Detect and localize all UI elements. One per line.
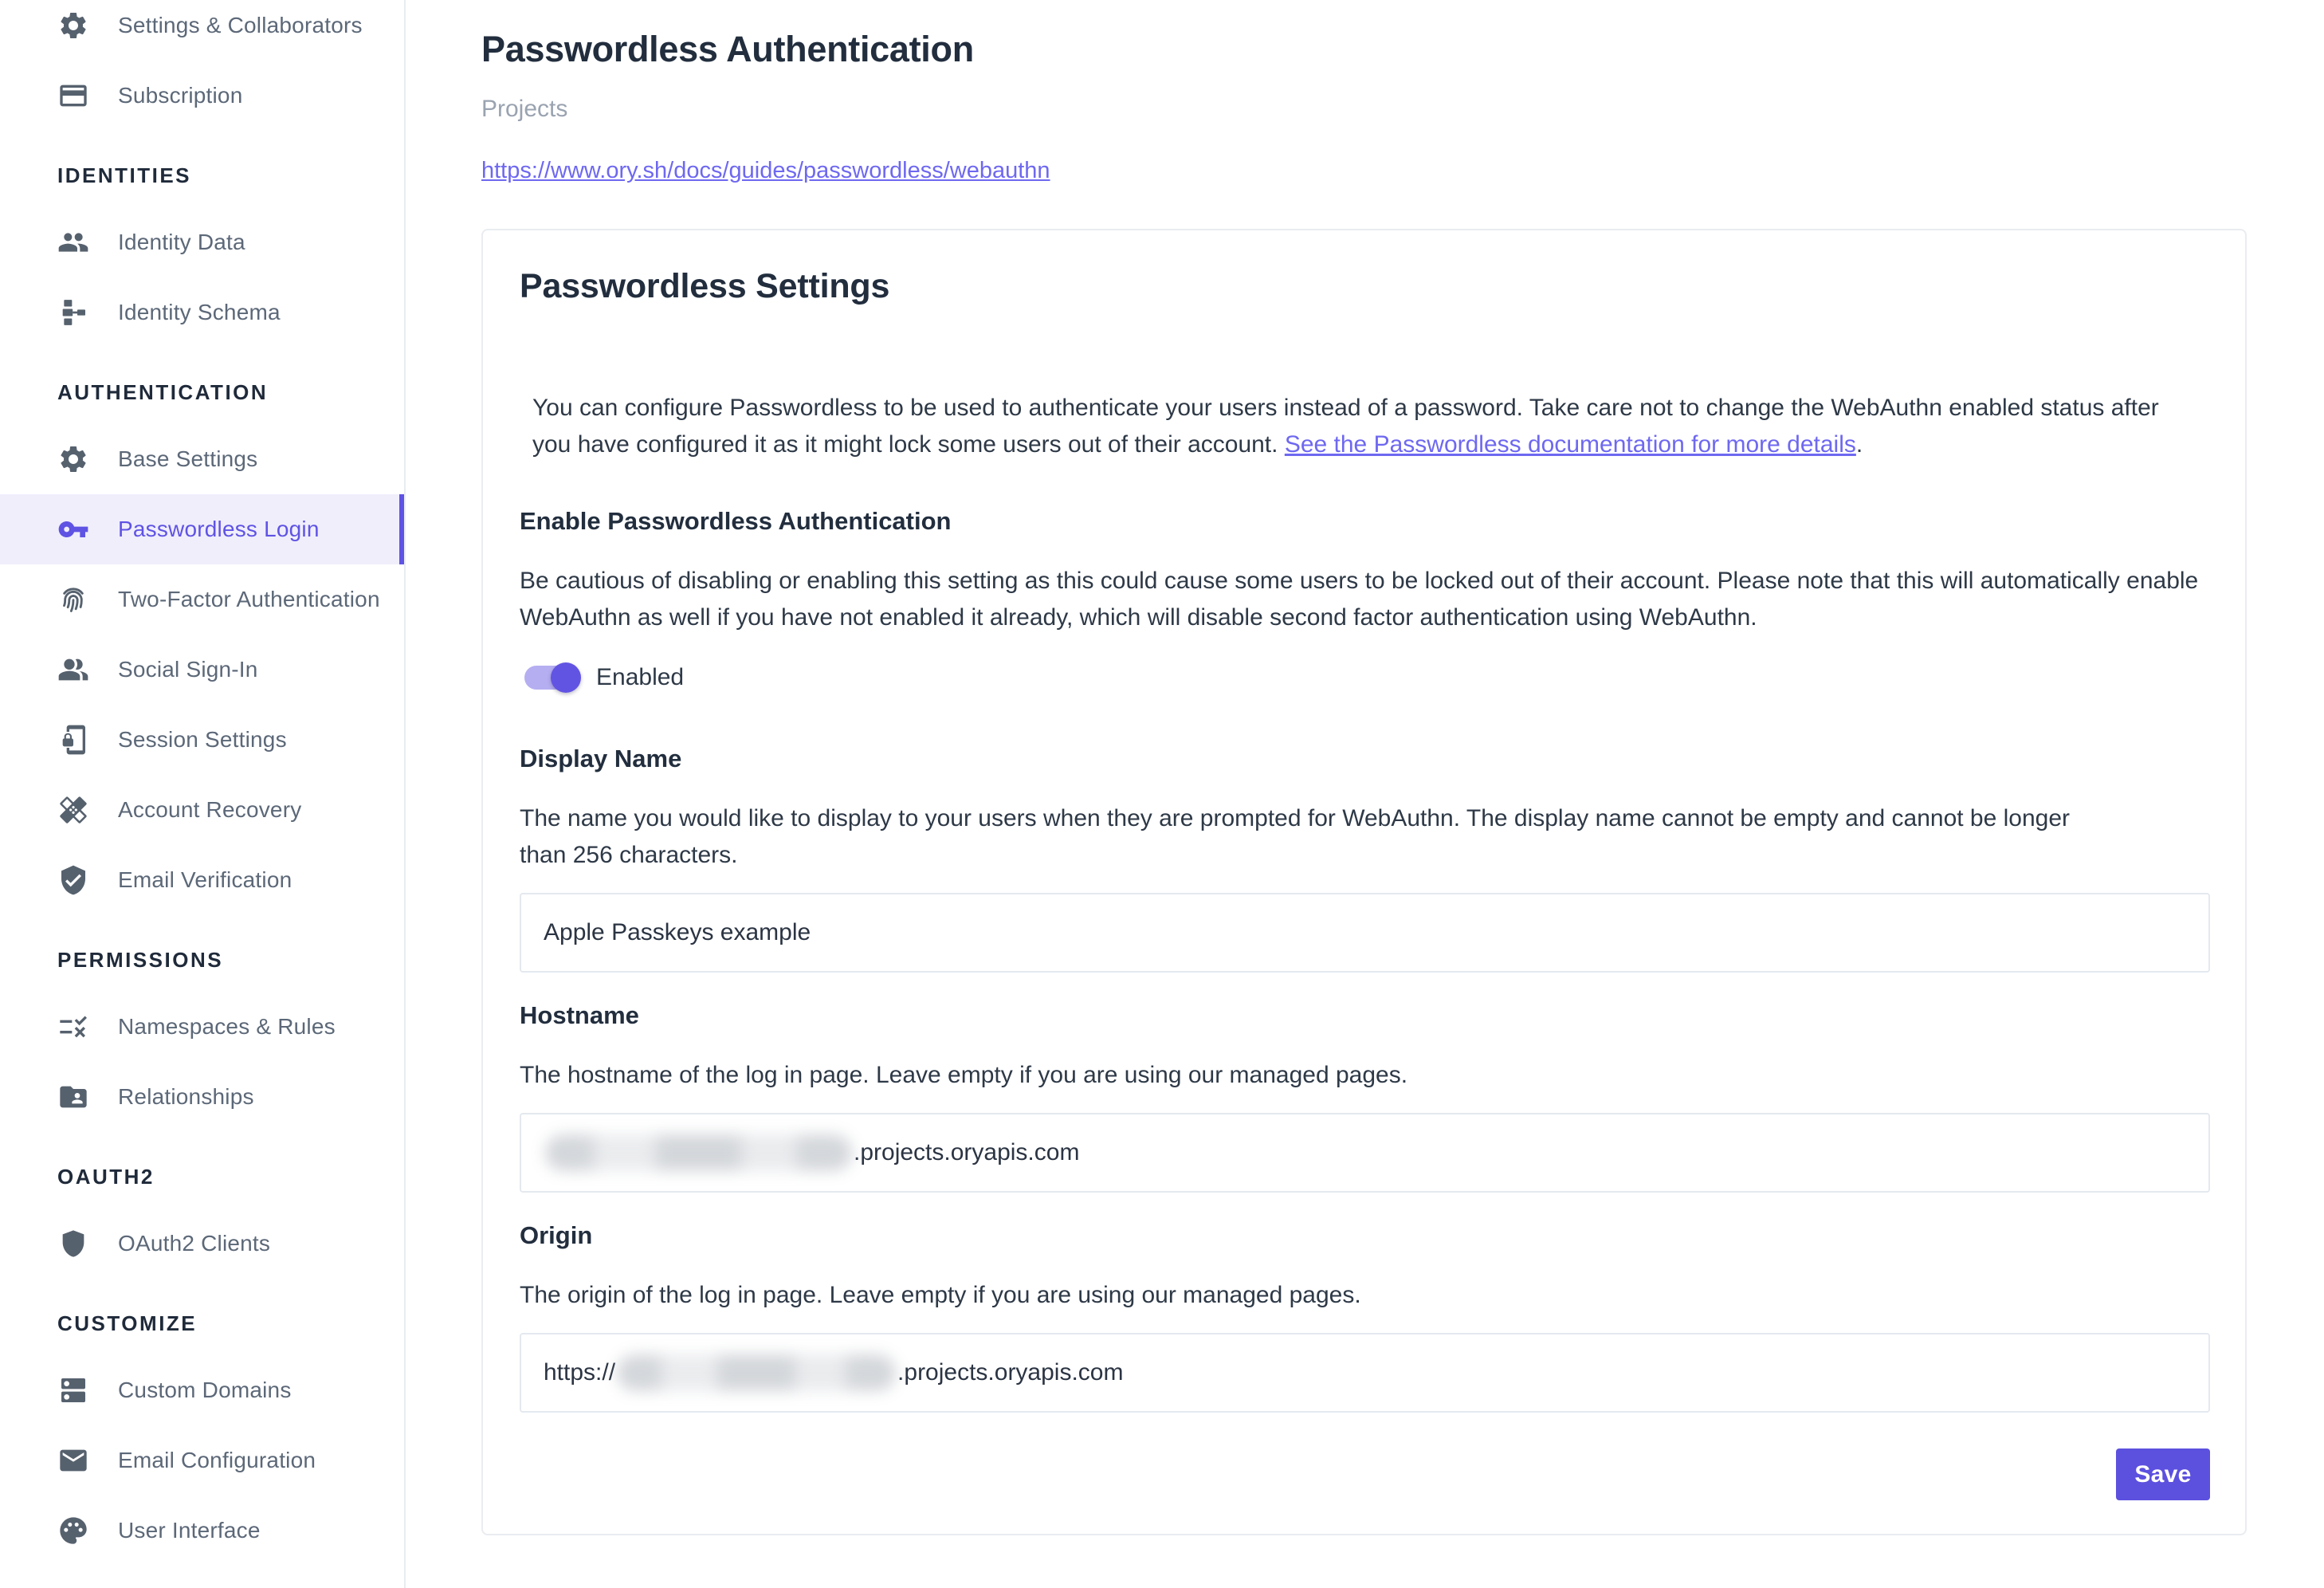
- folder-shared-icon: [57, 1081, 89, 1113]
- sidebar-item-custom-domains[interactable]: [0, 1355, 404, 1425]
- toggle-knob: [551, 662, 581, 693]
- origin-value-prefix: https://: [544, 1359, 616, 1386]
- passwordless-enabled-toggle[interactable]: [524, 666, 579, 690]
- sidebar-item-oauth2-clients[interactable]: [0, 1209, 404, 1279]
- save-row: [520, 1448, 2210, 1500]
- enable-toggle-row: [520, 660, 2210, 695]
- sidebar-item-label: Base Settings: [118, 446, 258, 471]
- enable-heading: Enable Passwordless Authentication: [520, 507, 952, 535]
- sidebar-item-namespaces-rules[interactable]: [0, 992, 404, 1062]
- schema-icon: [57, 297, 89, 328]
- sidebar-item-identity-data[interactable]: [0, 207, 404, 277]
- sidebar-item-identity-schema[interactable]: [0, 277, 404, 348]
- display-name-description: The name you would like to display to your users when they are prompted for WebAuthn. The display name cannot be empty and cannot be longer than 256 characters.: [520, 805, 2071, 868]
- sidebar-item-passwordless-login[interactable]: [0, 494, 404, 564]
- sidebar-item-label: Email Verification: [118, 867, 292, 892]
- sidebar-item-label: Two-Factor Authentication: [118, 587, 380, 611]
- sidebar-item-email-configuration[interactable]: [0, 1425, 404, 1496]
- sidebar-section-customize: CUSTOMIZE: [57, 1311, 198, 1335]
- sidebar-section-permissions: PERMISSIONS: [57, 947, 224, 972]
- hostname-value-suffix: .projects.oryapis.com: [854, 1139, 1080, 1165]
- breadcrumb: Projects: [481, 96, 568, 122]
- redacted-text: [545, 1134, 852, 1171]
- healing-icon: [57, 794, 89, 826]
- email-icon: [57, 1445, 89, 1476]
- sidebar-item-label: OAuth2 Clients: [118, 1231, 271, 1256]
- card-intro: [532, 390, 2194, 463]
- dns-icon: [57, 1374, 89, 1406]
- display-name-input[interactable]: [520, 893, 2210, 973]
- sidebar-item-settings-collaborators[interactable]: [0, 0, 404, 61]
- page-title: Passwordless Authentication: [481, 29, 974, 69]
- sidebar-section-authentication: AUTHENTICATION: [57, 379, 269, 404]
- toggle-label: Enabled: [596, 664, 685, 690]
- display-name-heading: Display Name: [520, 745, 682, 772]
- gear-icon: [57, 10, 89, 41]
- origin-input[interactable]: [520, 1333, 2210, 1413]
- sidebar-item-account-recovery[interactable]: [0, 775, 404, 845]
- sidebar-item-base-settings[interactable]: [0, 424, 404, 494]
- sidebar-item-social-sign-in[interactable]: [0, 635, 404, 705]
- sidebar-item-label: Session Settings: [118, 727, 287, 752]
- sidebar-item-subscription[interactable]: [0, 61, 404, 131]
- display-name-value: Apple Passkeys example: [544, 919, 811, 945]
- sidebar-section-identities: IDENTITIES: [57, 163, 192, 187]
- sidebar-item-label: Settings & Collaborators: [118, 13, 363, 37]
- sidebar-item-label: Identity Data: [118, 230, 245, 254]
- people-icon: [57, 226, 89, 258]
- phone-lock-icon: [57, 724, 89, 756]
- sidebar-item-email-verification[interactable]: [0, 845, 404, 915]
- fingerprint-icon: [57, 584, 89, 615]
- save-button[interactable]: Save: [2116, 1448, 2210, 1500]
- sidebar-item-label: Passwordless Login: [118, 517, 320, 541]
- rule-icon: [57, 1011, 89, 1043]
- origin-description: The origin of the log in page. Leave empty if you are using our managed pages.: [520, 1282, 1361, 1308]
- sidebar-item-session-settings[interactable]: [0, 705, 404, 775]
- card-title: Passwordless Settings: [520, 267, 890, 305]
- sidebar-item-label: Subscription: [118, 83, 243, 108]
- sidebar-item-label: Social Sign-In: [118, 657, 258, 682]
- sidebar-item-label: Account Recovery: [118, 797, 302, 822]
- credit-card-icon: [57, 80, 89, 112]
- passwordless-docs-link[interactable]: See the Passwordless documentation for more details: [1284, 431, 1856, 458]
- passwordless-settings-card: [481, 229, 2247, 1535]
- hostname-input[interactable]: [520, 1113, 2210, 1193]
- sidebar: [0, 0, 406, 1588]
- hostname-description: The hostname of the log in page. Leave empty if you are using our managed pages.: [520, 1062, 1408, 1088]
- docs-link[interactable]: https://www.ory.sh/docs/guides/passwordless/webauthn: [481, 158, 1050, 183]
- sidebar-nav: [0, 0, 404, 1566]
- gear-icon: [57, 443, 89, 475]
- sidebar-item-user-interface[interactable]: [0, 1496, 404, 1566]
- hostname-heading: Hostname: [520, 1001, 639, 1029]
- sidebar-item-label: Identity Schema: [118, 300, 281, 324]
- shield-icon: [57, 1228, 89, 1260]
- intro-text: You can configure Passwordless to be used to authenticate your users instead of a password. Take care not to change the WebAuthn enabled status after you have configured it as it might lock some users out of their account.: [532, 395, 2159, 458]
- people-alt-icon: [57, 654, 89, 686]
- sidebar-section-oauth2: OAUTH2: [57, 1164, 155, 1189]
- sidebar-item-label: Custom Domains: [118, 1378, 292, 1402]
- redacted-text: [617, 1354, 896, 1391]
- origin-value-suffix: .projects.oryapis.com: [897, 1359, 1124, 1386]
- key-icon: [57, 513, 89, 545]
- shield-check-icon: [57, 864, 89, 896]
- palette-icon: [57, 1515, 89, 1547]
- main-content: [406, 0, 2324, 1588]
- sidebar-item-label: Email Configuration: [118, 1448, 316, 1472]
- sidebar-item-label: Namespaces & Rules: [118, 1014, 336, 1039]
- sidebar-item-label: User Interface: [118, 1518, 261, 1543]
- origin-heading: Origin: [520, 1221, 593, 1249]
- enable-description: Be cautious of disabling or enabling this setting as this could cause some users to be locked out of their account. Please note that this will automatically enable WebAuthn as well if you have not enabled it already, which will disable second factor authentication using WebAuthn.: [520, 568, 2199, 631]
- sidebar-item-label: Relationships: [118, 1084, 254, 1109]
- sidebar-item-two-factor-authentication[interactable]: [0, 564, 404, 635]
- sidebar-item-relationships[interactable]: [0, 1062, 404, 1132]
- intro-text-end: .: [1855, 431, 1863, 458]
